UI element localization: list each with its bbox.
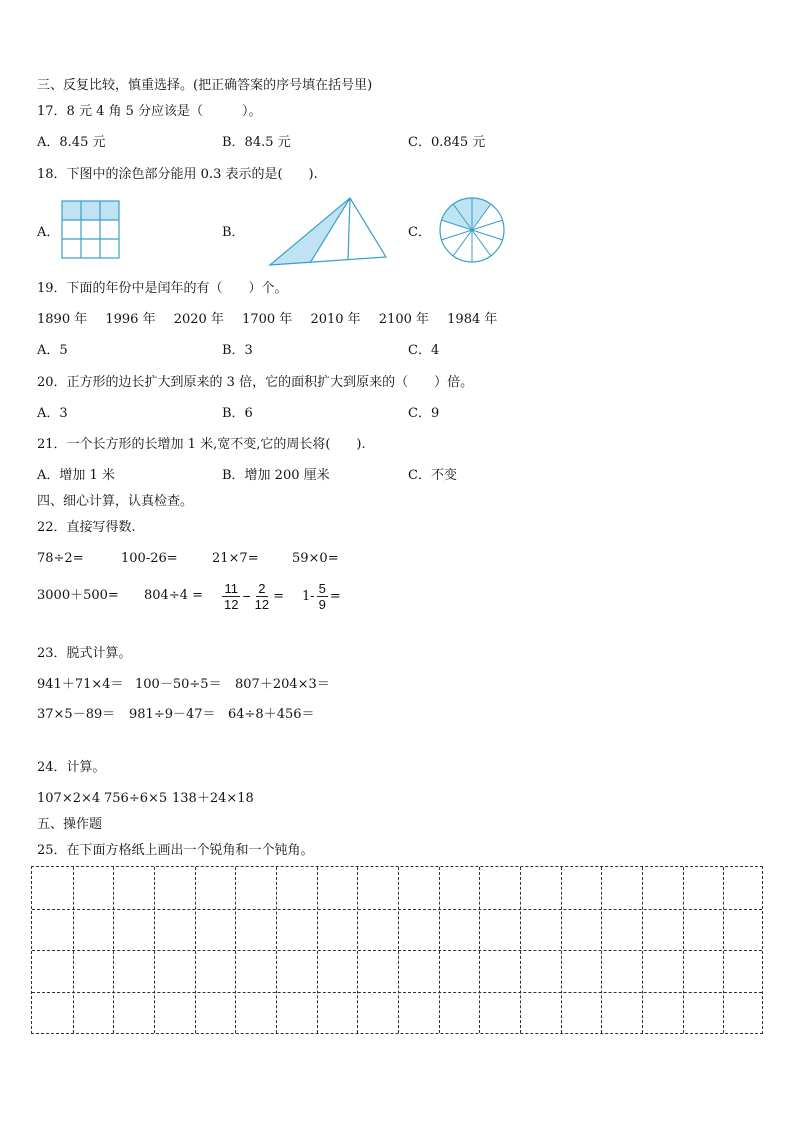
q18-stem: 18．下图中的涂色部分能用 0.3 表示的是( ).: [37, 167, 318, 182]
section-5-title: 五、操作题: [37, 817, 103, 832]
q21-option-a: A．增加 1 米: [37, 468, 115, 483]
q17-stem: 17．8 元 4 角 5 分应该是（ ）。: [37, 104, 262, 119]
q17-option-c: C．0.845 元: [408, 135, 486, 150]
q23-item: 100－50÷5＝: [135, 677, 222, 692]
q22-item: 21×7=: [212, 551, 259, 566]
circle-radius: [472, 230, 502, 240]
q22-item: 78÷2=: [37, 551, 84, 566]
q20-option-c: C．9: [408, 406, 440, 421]
fraction-denominator: 9: [318, 596, 326, 612]
figure-a-grid: [61, 200, 121, 260]
year-item: 2100 年: [378, 312, 430, 327]
circle-radius: [442, 230, 472, 240]
q22-item: 100-26=: [121, 551, 178, 566]
fraction-numerator: 11: [224, 580, 238, 596]
year-item: 1700 年: [242, 312, 293, 327]
q22-stem: 22．直接写得数.: [37, 520, 136, 535]
one-minus: 1-: [302, 588, 315, 604]
grid-cell-shaded: [100, 201, 119, 220]
q22-item: 804÷4 =: [144, 588, 204, 603]
q23-item: 807＋204×3＝: [235, 677, 330, 692]
q22-item: 59×0=: [292, 551, 339, 566]
q19-option-b: B．3: [222, 343, 253, 358]
q24-stem: 24．计算。: [37, 760, 106, 775]
year-item: 1890 年: [37, 312, 88, 327]
equals-sign: =: [329, 588, 341, 604]
year-item: 2010 年: [310, 312, 361, 327]
q19-years: [37, 312, 497, 328]
fraction: [253, 581, 271, 612]
triangle-divider: [348, 198, 350, 260]
q21-option-b: B．增加 200 厘米: [222, 468, 330, 483]
grid-hline: [32, 950, 762, 951]
q23-stem: 23．脱式计算。: [37, 646, 132, 661]
section-3-title: 三、反复比较，慎重选择。(把正确答案的序号填在括号里): [37, 78, 373, 93]
q25-stem: 25．在下面方格纸上画出一个锐角和一个钝角。: [37, 843, 314, 858]
q20-option-b: B．6: [222, 406, 253, 421]
figure-c-circle: [437, 195, 507, 265]
section-4-title: 四、细心计算，认真检查。: [37, 494, 194, 509]
q24-item: 138＋24×18: [172, 791, 254, 806]
grid-paper[interactable]: [31, 866, 763, 1034]
grid-cell-shaded: [81, 201, 100, 220]
q23-item: 981÷9－47＝: [129, 707, 216, 722]
equals-sign: =: [273, 588, 285, 604]
q21-option-c: C．不变: [408, 468, 457, 483]
q19-option-a: A．5: [37, 343, 68, 358]
grid-hline: [32, 909, 762, 910]
q17-option-b: B．84.5 元: [222, 135, 291, 150]
q23-item: 64÷8＋456＝: [228, 707, 315, 722]
fraction: [317, 581, 328, 612]
q17-option-a: A．8.45 元: [37, 135, 106, 150]
fraction-numerator: 5: [318, 580, 326, 596]
year-item: 1984 年: [447, 312, 498, 327]
q22-fraction-expression: [220, 576, 284, 616]
q24-item: 107×2×4: [37, 791, 101, 806]
q22-item: 3000＋500=: [37, 588, 119, 603]
fraction: [222, 581, 240, 612]
q18-option-c: C．: [408, 225, 431, 240]
q24-item: 756÷6×5: [104, 791, 168, 806]
q23-item: 37×5－89＝: [37, 707, 116, 722]
fraction-denominator: 12: [224, 596, 239, 612]
year-item: 1996 年: [105, 312, 156, 327]
q20-stem: 20．正方形的边长扩大到原来的 3 倍，它的面积扩大到原来的（ ）倍。: [37, 375, 474, 390]
figure-b-triangle: [268, 196, 390, 268]
q18-option-a: A．: [37, 225, 60, 240]
q23-item: 941＋71×4＝: [37, 677, 124, 692]
grid-hline: [32, 992, 762, 993]
fraction-numerator: 2: [258, 580, 266, 596]
q19-option-c: C．4: [408, 343, 440, 358]
grid-cell-shaded: [62, 201, 81, 220]
q21-stem: 21．一个长方形的长增加 1 米,宽不变,它的周长将( ).: [37, 437, 366, 452]
q20-option-a: A．3: [37, 406, 68, 421]
fraction-denominator: 12: [254, 596, 270, 612]
q19-stem: 19．下面的年份中是闰年的有（ ）个。: [37, 281, 288, 296]
circle-radius: [453, 230, 472, 256]
circle-radius: [472, 230, 491, 256]
minus-sign: −: [242, 588, 251, 604]
q22-fraction-expression-2: [302, 576, 341, 616]
q18-option-b: B．: [222, 225, 245, 240]
year-item: 2020 年: [173, 312, 224, 327]
